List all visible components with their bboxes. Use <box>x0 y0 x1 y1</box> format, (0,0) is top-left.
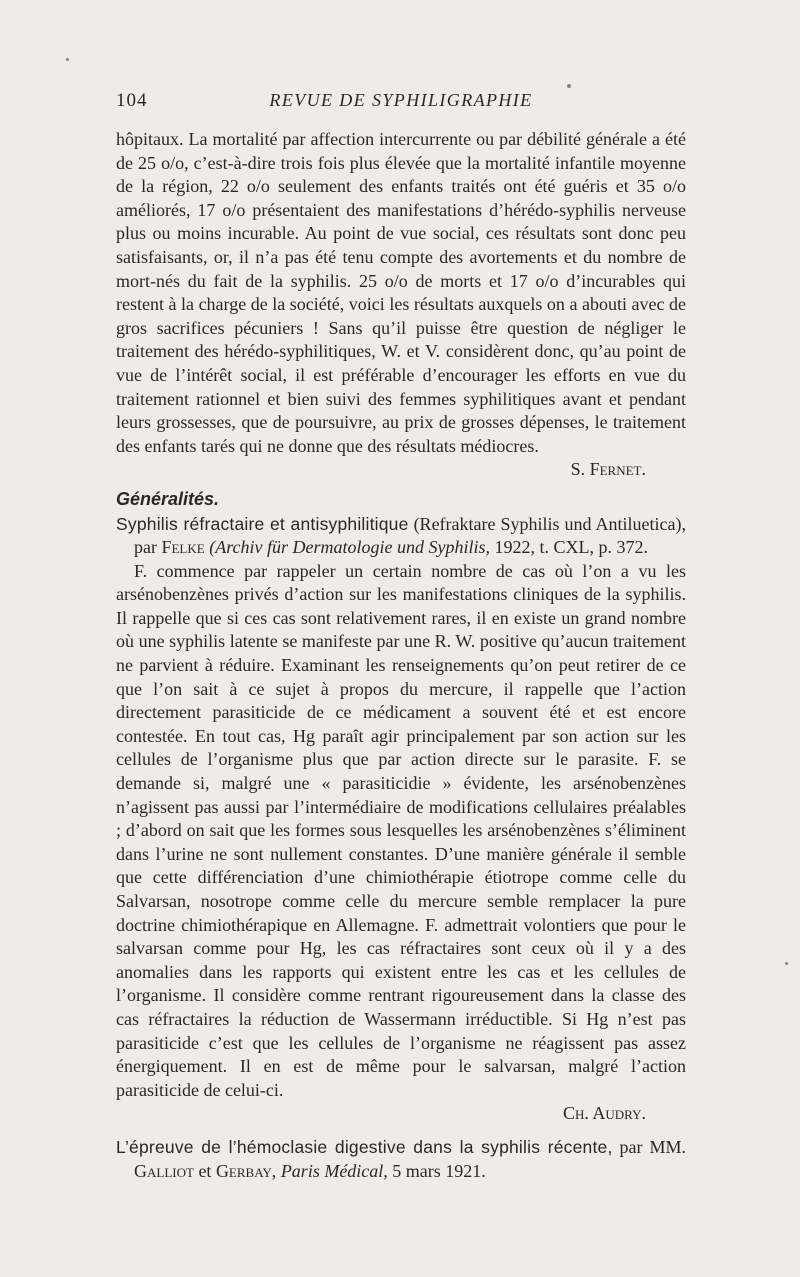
article2-author1: Galliot <box>134 1160 194 1181</box>
intro-paragraph <box>116 128 686 482</box>
article2-and: et <box>198 1160 212 1181</box>
spacer <box>116 1126 686 1136</box>
article1-original-title: (Refraktare Syphilis und Antiluetica), par <box>134 513 686 558</box>
article2-by: par MM. <box>619 1136 686 1157</box>
intro-paragraph-text: hôpitaux. La mortalité par affection intercurrente ou par débilité générale a été de 25 o/o, c’est-à-dire trois fois plus élevée que la mortalité infantile moyenne de la région, 22 o/o seulement des enfants traités ont été guéris et 35 o/o améliorés, 17 o/o présentaient des manifestations d’hérédo-syphilis nerveuse plus ou moins incurable. Au point de vue social, ces résultats sont donc peu satisfaisants, or, il n’a pas été tenu compte des avortements et du nombre de mort-nés du fait de la syphilis. 25 o/o de morts et 17 o/o d’incurables qui restent à la charge de la société, voici les résultats auxquels on a abouti avec de gros sacrifices pécuniers ! Sans qu’il puisse être question de négliger le traitement des hérédo-syphilitiques, W. et V. considèrent donc, qu’au point de vue de l’intérêt social, il est préférable d’encourager les efforts en vue du traitement rationnel et bien suivi des femmes syphilitiques avant et pendant leurs grossesses, que de poursuivre, au prix de grosses dépenses, le traitement des enfants tarés qui ne donne que des résultats médiocres. <box>116 129 686 456</box>
article2-journal: Paris Médical, <box>280 1160 388 1181</box>
article2-author2: Gerbay, <box>215 1160 277 1181</box>
article1-body-text: F. commence par rappeler un certain nombre de cas où l’on a vu les arsénobenzènes privés d’action sur les manifestations cliniques de la syphilis. Il rappelle que si ces cas sont relativement rares, il en existe un grand nombre où une syphilis latente se manifeste par une R. W. positive qu’aucun traitement ne parvient à réduire. Examinant les renseignements qu’on peut retirer de ce que l’on sait à ce sujet à propos du mercure, il rappelle que l’action directement parasiticide de ce médicament a souvent été et est encore contestée. En tout cas, Hg paraît agir principalement par son action sur les cellules de l’organisme plus que par action directe sur le parasite. F. se demande si, malgré une « parasiticidie » évidente, les arsénobenzènes n’agissent pas aussi par l’intermédiaire de modifications cellulaires préalables ; d’abord on sait que les formes sous lesquelles les arsénobenzènes s’éliminent dans l’urine ne sont nullement constantes. D’une manière générale il semble que cette différenciation d’une chimiothérapie étiotrope comme celle du Salvarsan, nosotrope comme celle du mercure semble remplacer la pure doctrine chimiothérapique en Allemagne. F. admettrait volontiers que pour le salvarsan comme pour Hg, les cas réfractaires sont ceux où il y a des anomalies dans les rapports qui existent entre les cas et les cellules de l’organisme. Il considère comme rentrant rigoureusement dans la classe des cas réfractaires la réduction de Wassermann irréductible. Si Hg n’est pas parasiticide c’est que les cellules de l’organisme ne réagissent pas assez énergiquement. Il en est de même pour le salvarsan, malgré l’action parasiticide de celui-ci. <box>116 560 686 1100</box>
paper-speck <box>567 84 571 88</box>
article2-reference <box>116 1136 686 1183</box>
page-number: 104 <box>116 90 148 111</box>
page-body <box>116 128 686 1183</box>
article1-details: 1922, t. CXL, p. 372. <box>494 537 649 558</box>
article1-title: Syphilis réfractaire et antisyphilitique <box>116 513 409 534</box>
article1-journal: (Archiv für Dermatologie und Syphilis, <box>209 537 491 558</box>
paper-speck <box>785 962 788 965</box>
article1-body <box>116 560 686 1126</box>
paper-speck <box>66 58 69 61</box>
section-heading: Généralités. <box>116 488 220 509</box>
page-header <box>116 90 686 114</box>
article2-details: 5 mars 1921. <box>392 1160 486 1181</box>
article2-title: L’épreuve de l’hémoclasie digestive dans la syphilis récente, <box>116 1136 613 1157</box>
article1-author: Felke <box>161 537 205 558</box>
article1-reference <box>116 513 686 560</box>
running-title: REVUE DE SYPHILIGRAPHIE <box>269 90 533 110</box>
intro-signature: S. Fernet. <box>570 459 646 480</box>
article1-signature: Ch. Audry. <box>562 1103 646 1124</box>
